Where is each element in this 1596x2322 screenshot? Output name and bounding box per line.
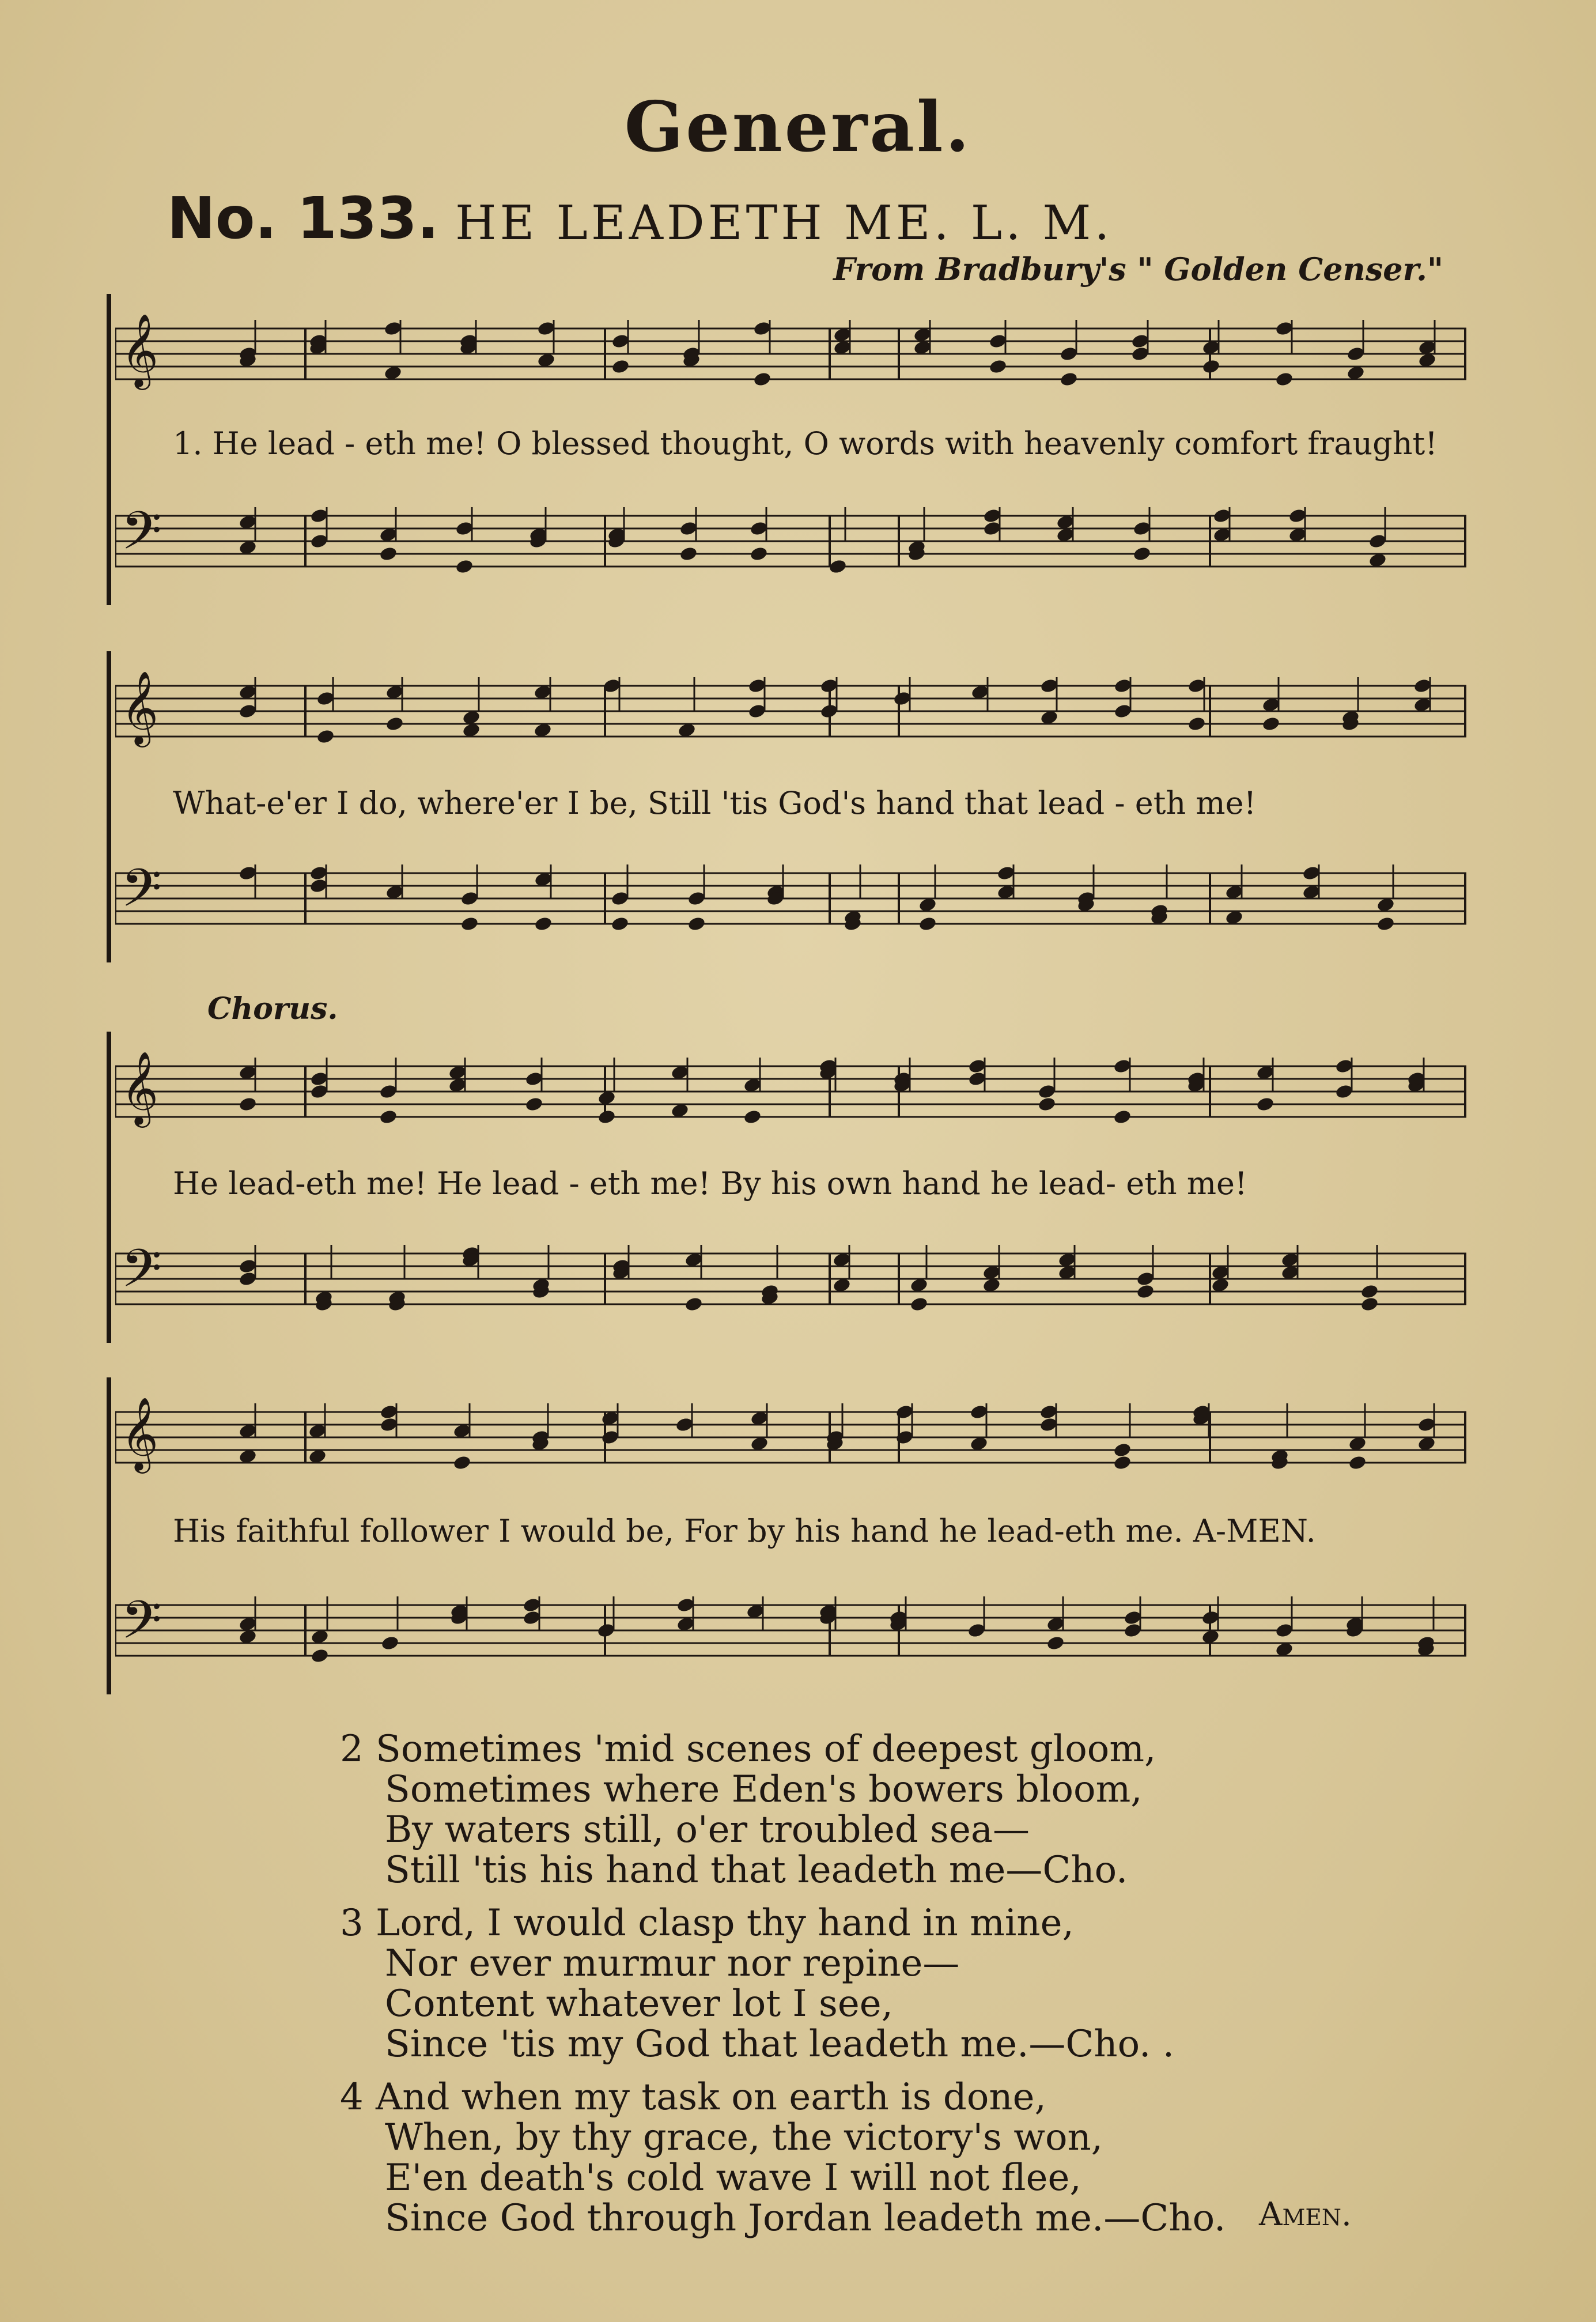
bass-staff [115,499,1466,579]
bass-staff [115,856,1466,937]
verse-2 [340,1729,1492,1890]
staff-notation [115,1395,1466,1475]
verse-3 [340,1903,1492,2064]
notehead [828,558,847,575]
notehead [455,558,474,575]
verse-line: When, by thy grace, the victory's won, [385,2116,1103,2159]
verse-line: Sometimes where Eden's bowers bloom, [385,1768,1143,1811]
treble-staff [115,1049,1466,1130]
verse-line: 4 And when my task on earth is done, [340,2076,1046,2119]
notehead [988,358,1007,375]
verse-line: 2 Sometimes 'mid scenes of deepest gloom, [340,1728,1156,1770]
treble-staff [115,669,1466,749]
notehead [1201,358,1220,375]
notehead [1046,1635,1065,1651]
notehead [534,916,553,932]
bass-staff [115,1588,1466,1668]
bass-staff [115,1236,1466,1317]
treble-clef-icon: 𝄞 [121,670,159,744]
treble-clef-icon: 𝄞 [121,1050,159,1124]
hymn-title: HE LEADETH ME. L. M. [455,196,1113,251]
notehead [687,916,706,932]
treble-clef-icon: 𝄞 [121,312,159,387]
closing-amen: Amen. [1259,2196,1352,2233]
verse-line: E'en death's cold wave I will not flee, [385,2157,1081,2199]
notehead [1037,1096,1056,1112]
bass-clef-icon: 𝄢 [121,1237,162,1312]
notehead [310,1648,329,1664]
verse-line: Still 'tis his hand that leadeth me—Cho. [385,1849,1128,1891]
system-brace [107,294,111,605]
staff-notation [115,669,1466,749]
verses-block [340,1729,1492,2251]
notehead [1360,1296,1379,1312]
verse-line: Since 'tis my God that leadeth me.—Cho. . [385,2023,1175,2066]
notehead [909,1296,928,1312]
notehead [1376,916,1395,932]
staff-notation [115,856,1466,937]
lyric-line-3: He lead-eth me! He lead - eth me! By his own hand he lead- eth me! [173,1165,1247,1202]
verse-line: Since God through Jordan leadeth me.—Cho. [385,2197,1226,2240]
notehead [752,371,771,387]
notehead [238,1096,257,1112]
verse-number: 3 [340,1902,364,1945]
notehead [460,916,479,932]
bass-clef-icon: 𝄢 [121,857,162,931]
notehead [1274,371,1294,387]
notehead [1113,1442,1132,1458]
treble-staff [115,1395,1466,1475]
notehead [1187,716,1206,732]
verse-line: Nor ever murmur nor repine— [385,1942,960,1985]
notehead [1132,546,1151,562]
staff-notation [115,311,1466,392]
notehead [452,1455,471,1471]
music-system-3 [107,1032,1472,1343]
treble-staff [115,311,1466,392]
notehead [379,1109,398,1125]
system-brace [107,1377,111,1694]
verse-number: 4 [340,2076,364,2119]
chorus-label: Chorus. [207,991,338,1026]
bass-clef-icon: 𝄢 [121,1589,162,1663]
lyric-line-2: What-e'er I do, where'er I be, Still 'tis God's hand that lead - eth me! [173,785,1257,821]
notehead [316,728,335,745]
notehead [610,916,629,932]
staff-notation [115,499,1466,579]
verse-line: Content whatever lot I see, [385,1983,893,2025]
notehead [611,358,630,375]
notehead [1360,1283,1379,1300]
notehead [380,1635,399,1651]
notehead [1136,1283,1155,1300]
hymn-attribution: From Bradbury's " Golden Censer." [833,251,1443,288]
music-system-2 [107,651,1472,962]
notehead [1113,1455,1132,1471]
notehead [684,1296,703,1312]
notehead [524,1096,543,1112]
notehead [1255,1096,1274,1112]
verse-line: By waters still, o'er troubled sea— [385,1808,1030,1851]
notehead [1261,716,1280,732]
notehead [1113,1109,1132,1125]
notehead [918,916,937,932]
staff-notation [115,1049,1466,1130]
notehead [385,716,404,732]
notehead [597,1109,616,1125]
verse-number: 2 [340,1728,364,1770]
notehead [1059,371,1078,387]
lyric-line-1: 1. He lead - eth me! O blessed thought, O words with heavenly comfort fraught! [173,425,1438,462]
notehead [743,1109,762,1125]
notehead [679,546,698,562]
staff-notation [115,1236,1466,1317]
hymn-number: No. 133. [167,184,439,252]
system-brace [107,651,111,962]
system-brace [107,1032,111,1343]
music-system-4 [107,1377,1472,1694]
bass-clef-icon: 𝄢 [121,500,162,574]
section-header: General. [624,86,972,168]
notehead [1348,1455,1367,1471]
notehead [379,546,398,562]
staff-notation [115,1588,1466,1668]
notehead [749,546,768,562]
verse-line: 3 Lord, I would clasp thy hand in mine, [340,1902,1074,1945]
music-system-1 [107,294,1472,605]
treble-clef-icon: 𝄞 [121,1396,159,1470]
lyric-line-4: His faithful follower I would be, For by his hand he lead-eth me. A-MEN. [173,1513,1316,1549]
